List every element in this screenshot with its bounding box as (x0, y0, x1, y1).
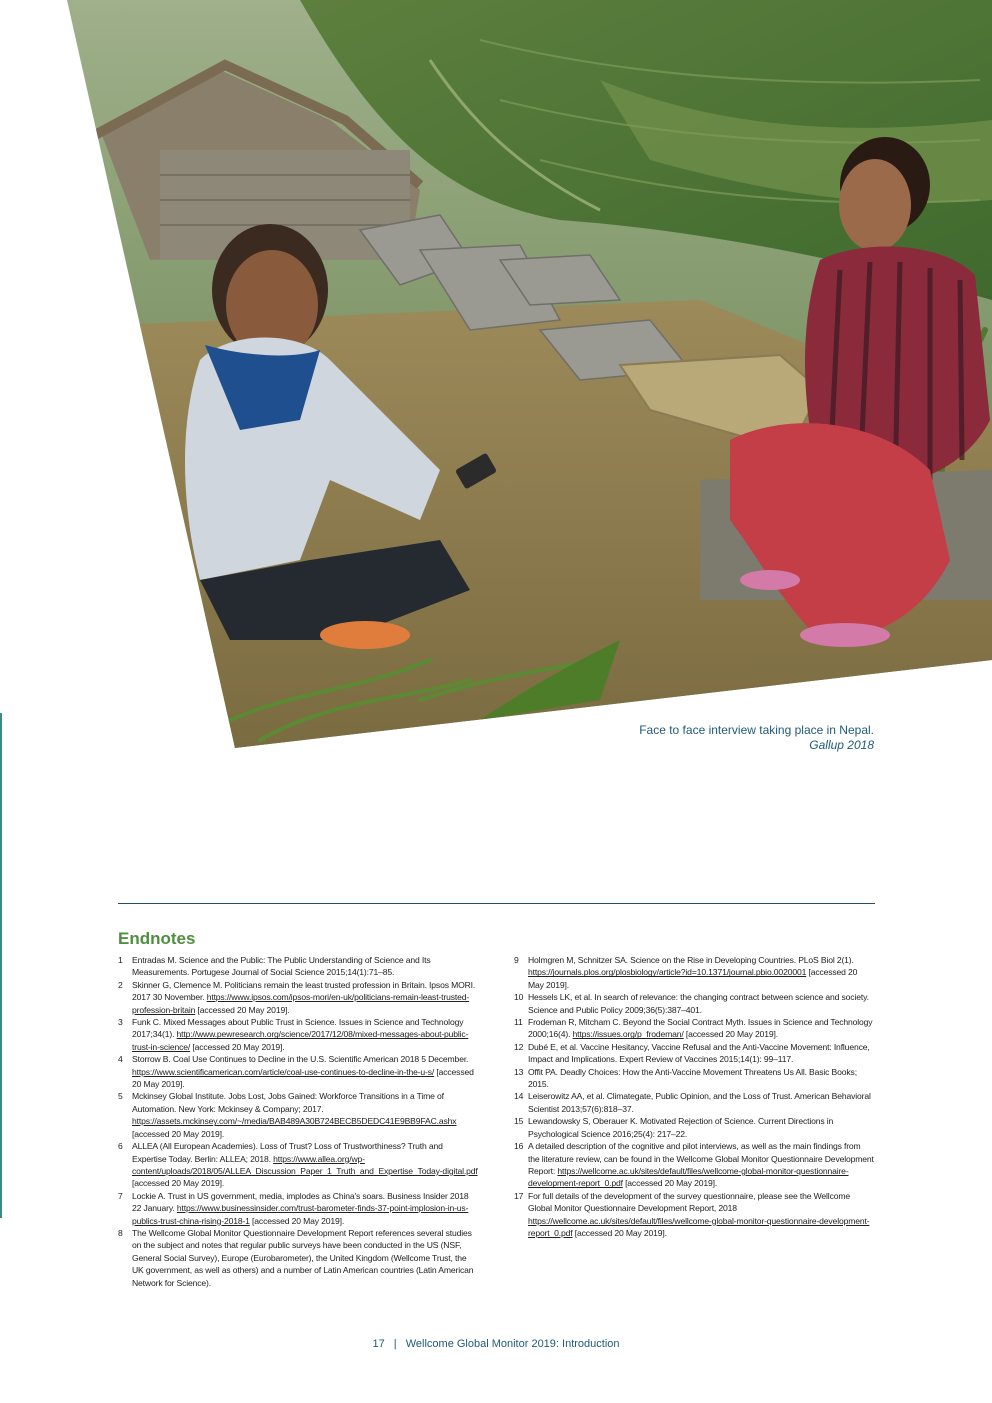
endnote-number: 2 (118, 979, 123, 990)
endnote-item (118, 954, 478, 979)
endnote-number: 3 (118, 1017, 123, 1028)
footer-title: Wellcome Global Monitor 2019: Introduction (405, 1338, 620, 1350)
endnote-item (118, 1090, 478, 1140)
endnote-number: 10 (514, 992, 524, 1003)
endnote-item (514, 1190, 874, 1240)
endnote-item (514, 1090, 874, 1115)
endnote-number: 14 (514, 1091, 524, 1102)
endnotes-right-column (514, 954, 874, 1239)
endnote-link[interactable]: https://assets.mckinsey.com/~/media/BAB489A30B724BECB5DEDC41E9BB9FAC.ashx (132, 1116, 457, 1127)
endnote-text: ALLEA (All European Academies). Loss of Trust? Loss of Trustworthiness? Truth and Expertise Today. Berlin: ALLEA; 2018. (132, 1141, 443, 1164)
endnote-item (514, 1066, 874, 1091)
page-number: 17 (372, 1338, 385, 1350)
endnote-link[interactable]: http://www.pewresearch.org/science/2017/12/08/mixed-messages-about-public-trust-in-science/ (132, 1029, 469, 1052)
endnote-number: 17 (514, 1190, 524, 1201)
caption-text: Face to face interview taking place in Nepal. (639, 723, 874, 737)
endnote-text: Funk C. Mixed Messages about Public Trust in Science. Issues in Science and Technology 2017;34(1). (132, 1017, 464, 1040)
endnote-link[interactable]: https://www.businessinsider.com/trust-barometer-finds-37-point-implosion-in-us-publics-trust-china-rising-2018-1 (132, 1203, 469, 1226)
endnote-number: 8 (118, 1227, 123, 1238)
endnote-link[interactable]: https://www.scientificamerican.com/article/coal-use-continues-to-decline-in-the-u-s/ (132, 1066, 435, 1077)
endnote-text: Frodeman R, Mitcham C. Beyond the Social Contract Myth. Issues in Science and Technology 2000;16(4). (528, 1017, 873, 1040)
caption-credit: Gallup 2018 (809, 738, 874, 752)
page-footer (0, 1338, 992, 1350)
endnote-link[interactable]: https://journals.plos.org/plosbiology/article?id=10.1371/journal.pbio.0020001 (528, 967, 807, 978)
endnote-link[interactable]: https://wellcome.ac.uk/sites/default/files/wellcome-global-monitor-questionnaire-development-report_0.pdf (528, 1165, 849, 1189)
endnote-link[interactable]: https://wellcome.ac.uk/sites/default/files/wellcome-global-monitor-questionnaire-development-report_0.pdf (528, 1215, 870, 1238)
endnote-text: [accessed 20 May 2019]. (190, 1041, 285, 1052)
endnote-item (514, 991, 874, 1016)
endnote-item (514, 954, 874, 991)
endnote-text: [accessed 20 May 2019]. (132, 1066, 474, 1090)
endnote-text: Entradas M. Science and the Public: The Public Understanding of Science and Its Measurements. Portugese Journal of Social Science 2015;14(1):71–85. (132, 955, 431, 978)
endnote-text: [accessed 20 May 2019]. (528, 967, 858, 990)
endnote-number: 12 (514, 1041, 524, 1052)
left-margin-rule (0, 713, 2, 1218)
endnote-text: [accessed 20 May 2019]. (572, 1227, 667, 1238)
endnote-link[interactable]: https://issues.org/p_frodeman/ (572, 1029, 684, 1040)
endnote-number: 6 (118, 1141, 123, 1152)
endnote-item (118, 1227, 478, 1289)
endnote-text: [accessed 20 May 2019]. (683, 1029, 778, 1040)
section-divider (118, 903, 875, 904)
photo-caption (639, 723, 874, 753)
endnote-text: Leiserowitz AA, et al. Climategate, Public Opinion, and the Loss of Trust. American Behavioral Scientist 2013;57(6):818–37. (528, 1091, 871, 1114)
endnote-text: Storrow B. Coal Use Continues to Decline in the U.S. Scientific American 2018 5 December. (132, 1054, 469, 1065)
endnote-number: 11 (514, 1017, 523, 1028)
endnotes-heading: Endnotes (118, 929, 196, 948)
endnote-text: Offit PA. Deadly Choices: How the Anti-Vaccine Movement Threatens Us All. Basic Books; 2015. (528, 1066, 857, 1090)
endnote-number: 9 (514, 955, 519, 965)
endnote-item (514, 1016, 874, 1041)
endnote-text: [accessed 20 May 2019]. (249, 1215, 345, 1226)
endnote-text: [accessed 20 May 2019]. (622, 1178, 718, 1189)
endnote-number: 13 (514, 1066, 524, 1077)
endnote-text: Mckinsey Global Institute. Jobs Lost, Jobs Gained: Workforce Transitions in a Time of Automation. New York: Mckinsey & Company; 2017. (132, 1091, 444, 1114)
endnote-item (118, 979, 478, 1016)
endnote-item (514, 1140, 874, 1190)
endnote-text: [accessed 20 May 2019]. (132, 1128, 225, 1139)
endnote-text: [accessed 20 May 2019]. (195, 1004, 290, 1015)
endnote-number: 5 (118, 1091, 123, 1102)
endnote-text: [accessed 20 May 2019]. (132, 1178, 225, 1189)
endnote-text: Lockie A. Trust in US government, media, implodes as China's soars. Business Insider 2018 22 January. (132, 1190, 469, 1214)
endnote-number: 16 (514, 1141, 524, 1152)
endnote-item (118, 1053, 478, 1090)
endnote-item (514, 1041, 874, 1066)
endnote-number: 4 (118, 1054, 123, 1065)
endnote-text: Dubé E, et al. Vaccine Hesitancy, Vaccine Refusal and the Anti-Vaccine Movement: Influence, Impact and Implications. Expert Review of Vaccines 2015;14(1): 99–117. (528, 1041, 870, 1065)
endnote-item (118, 1016, 478, 1053)
footer-separator: | (393, 1338, 397, 1350)
endnote-item (514, 1115, 874, 1140)
endnote-number: 15 (514, 1116, 524, 1127)
endnote-text: A detailed description of the cognitive and pilot interviews, as well as the main findings from the literature review, can be found in the Wellcome Global Monitor Questionnaire Development Report: (528, 1141, 874, 1176)
endnote-text: Holmgren M, Schnitzer SA. Science on the Rise in Developing Countries. PLoS Biol 2(1). (528, 955, 854, 965)
endnote-link[interactable]: https://www.allea.org/wp-content/uploads/2018/05/ALLEA_Discussion_Paper_1_Truth_and_Expertise_Today-digital.pdf (132, 1153, 478, 1176)
endnote-item (118, 1140, 478, 1190)
endnote-item (118, 1190, 478, 1227)
endnote-text: The Wellcome Global Monitor Questionnaire Development Report references several studies on the subject and notes that regular public surveys have been conducted in the US (NSF, General Social Survey), Europe (Eurobarometer), the United Kingdom (Wellcome Trust, the UK government, as well as others) and a number of Latin American countries (Latin American Network for Science). (132, 1227, 474, 1288)
endnote-number: 7 (118, 1190, 123, 1201)
endnotes-left-column (118, 954, 478, 1289)
endnote-link[interactable]: https://www.ipsos.com/ipsos-mori/en-uk/politicians-remain-least-trusted-profession-britain (132, 992, 470, 1015)
endnote-text: Lewandowsky S, Oberauer K. Motivated Rejection of Science. Current Directions in Psychological Science 2016;25(4): 217–22. (528, 1116, 834, 1139)
endnote-text: Skinner G, Clemence M. Politicians remain the least trusted profession in Britain. Ipsos MORI. 2017 30 November. (132, 979, 476, 1003)
endnote-text: Hessels LK, et al. In search of relevance: the changing contract between science and society. Science and Public Policy 2009;36(5):387–401. (528, 992, 869, 1015)
endnote-text: For full details of the development of the survey questionnaire, please see the Wellcome Global Monitor Questionnaire Development Report, 2018 (528, 1190, 850, 1214)
endnote-number: 1 (118, 955, 123, 965)
